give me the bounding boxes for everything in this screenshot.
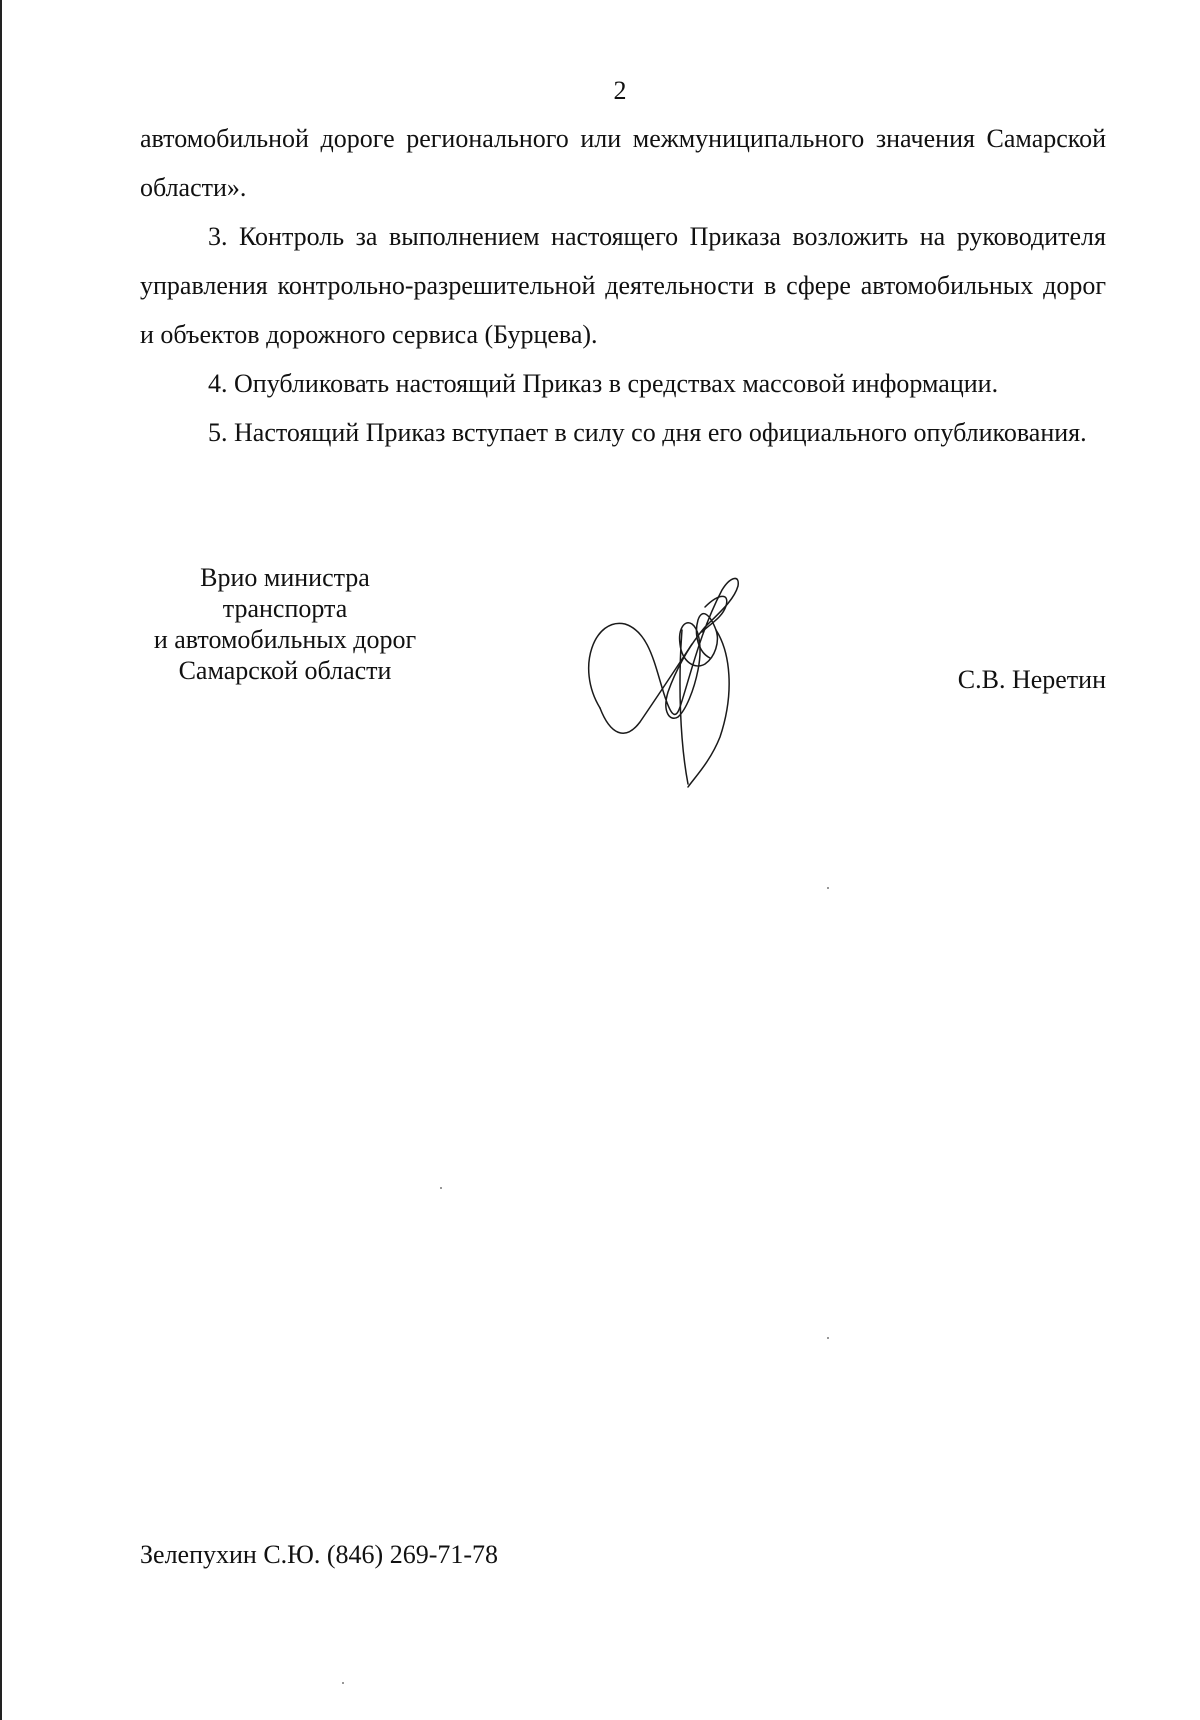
paragraph-item-5: 5. Настоящий Приказ вступает в силу со дня его официального опубликования. xyxy=(208,418,1087,447)
scan-edge-line xyxy=(0,0,2,1720)
signer-name: С.В. Неретин xyxy=(957,665,1106,694)
signer-title-line: Самарской области xyxy=(178,656,392,685)
page-number: 2 xyxy=(613,76,627,105)
signer-title-line: и автомобильных дорог xyxy=(153,625,417,654)
signer-title xyxy=(140,562,430,686)
scan-speck xyxy=(342,1682,344,1684)
scan-speck xyxy=(827,887,829,889)
scan-speck xyxy=(827,1337,829,1339)
handwritten-signature xyxy=(570,572,790,792)
paragraph-continuation: автомобильной дороге регионального или межмуниципального значения Самарской области». xyxy=(140,124,1106,202)
document-body xyxy=(140,114,1106,457)
paragraph-item-3: 3. Контроль за выполнением настоящего Приказа возложить на руководителя управления контрольно-разрешительной деятельности в сфере автомобильных дорог и объектов дорожного сервиса (Бурцева). xyxy=(140,222,1106,349)
paragraph-item-4: 4. Опубликовать настоящий Приказ в средствах массовой информации. xyxy=(208,369,999,398)
scan-speck xyxy=(440,1187,442,1189)
signer-title-line: транспорта xyxy=(222,594,348,623)
signer-title-line: Врио министра xyxy=(200,563,370,592)
contact-line: Зелепухин С.Ю. (846) 269-71-78 xyxy=(140,1540,499,1569)
